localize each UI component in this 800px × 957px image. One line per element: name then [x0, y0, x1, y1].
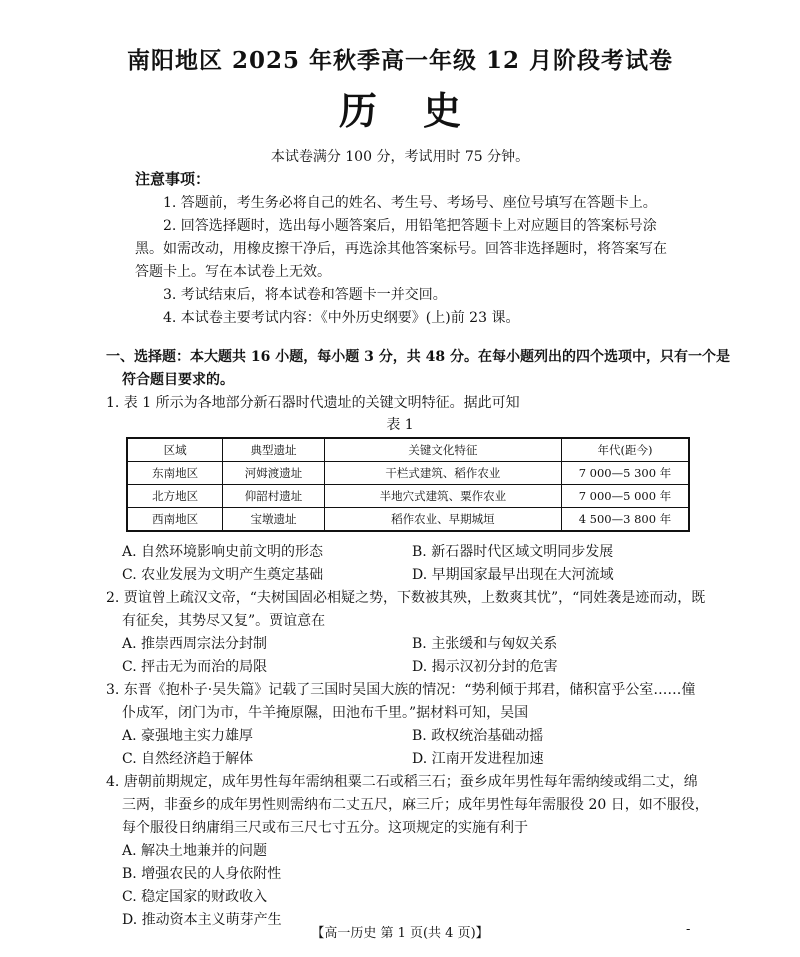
section-heading: 一、选择题：本大题共 16 小题，每小题 3 分，共 48 分。在每小题列出的四个选项中，只有一个是 [106, 349, 730, 365]
q1-option-a: A. 自然环境影响史前文明的形态 [122, 544, 324, 560]
table-cell: 西南地区 [127, 508, 223, 532]
q2-option-d: D. 揭示汉初分封的危害 [412, 659, 558, 675]
exam-meta: 本试卷满分 100 分，考试用时 75 分钟。 [270, 149, 530, 165]
question-4-stem: 4. 唐朝前期规定，成年男性每年需纳租粟二石或稻三石；蚕乡成年男性每年需纳绫或绢二丈，绵 [106, 774, 698, 790]
table-header: 年代(距今) [561, 438, 689, 462]
notice-line: 1. 答题前，考生务必将自己的姓名、考生号、考场号、座位号填写在答题卡上。 [163, 195, 657, 211]
page-footer: 【高一历史 第 1 页(共 4 页)】 [311, 926, 489, 941]
footer-mark: - [686, 922, 691, 937]
table-header: 关键文化特征 [324, 438, 561, 462]
table-cell: 宝墩遗址 [223, 508, 325, 532]
q4-option-d: D. 推动资本主义萌芽产生 [122, 912, 282, 928]
question-3-stem-cont: 仆成军，闭门为市，牛羊掩原隰，田池布千里。”据材料可知，吴国 [122, 705, 529, 721]
q2-option-a: A. 推崇西周宗法分封制 [122, 636, 268, 652]
question-3-stem: 3. 东晋《抱朴子·吴失篇》记载了三国时吴国大族的情况：“势利倾于邦君，储积富乎公室……僮 [106, 682, 696, 698]
table-cell: 北方地区 [127, 485, 223, 508]
exam-title: 南阳地区 2025 年秋季高一年级 12 月阶段考试卷 [126, 47, 674, 74]
notice-line: 4. 本试卷主要考试内容：《中外历史纲要》(上)前 23 课。 [163, 310, 520, 326]
section-heading-cont: 符合题目要求的。 [122, 372, 234, 388]
notice-line: 3. 考试结束后，将本试卷和答题卡一并交回。 [163, 287, 447, 303]
table-caption: 表 1 [386, 417, 414, 433]
q1-option-c: C. 农业发展为文明产生奠定基础 [122, 567, 324, 583]
table-cell: 干栏式建筑、稻作农业 [324, 462, 561, 485]
table-cell: 7 000—5 000 年 [561, 485, 689, 508]
notice-line: 黑。如需改动，用橡皮擦干净后，再选涂其他答案标号。回答非选择题时，将答案写在 [135, 241, 667, 257]
q2-option-c: C. 抨击无为而治的局限 [122, 659, 268, 675]
question-2-stem: 2. 贾谊曾上疏汉文帝，“夫树国固必相疑之势，下数被其殃，上数爽其忧”，“同姓袭是迹而动，既 [106, 590, 706, 606]
notice-line: 2. 回答选择题时，选出每小题答案后，用铅笔把答题卡上对应题目的答案标号涂 [163, 218, 657, 234]
table-row [127, 462, 689, 485]
table-header: 典型遗址 [223, 438, 325, 462]
site-table [126, 437, 690, 532]
table-cell: 7 000—5 300 年 [561, 462, 689, 485]
subject-title: 历史 [338, 88, 507, 133]
q4-option-a: A. 解决土地兼并的问题 [122, 843, 268, 859]
notice-line: 答题卡上。写在本试卷上无效。 [135, 264, 331, 280]
q3-option-c: C. 自然经济趋于解体 [122, 751, 254, 767]
q4-option-b: B. 增强农民的人身依附性 [122, 866, 282, 882]
q1-option-d: D. 早期国家最早出现在大河流域 [412, 567, 614, 583]
table-header-row [127, 438, 689, 462]
table-cell: 河姆渡遗址 [223, 462, 325, 485]
q3-option-d: D. 江南开发进程加速 [412, 751, 544, 767]
notice-heading: 注意事项： [135, 170, 211, 188]
table-cell: 仰韶村遗址 [223, 485, 325, 508]
table-cell: 半地穴式建筑、粟作农业 [324, 485, 561, 508]
table-row [127, 508, 689, 532]
q4-option-c: C. 稳定国家的财政收入 [122, 889, 268, 905]
question-1-stem: 1. 表 1 所示为各地部分新石器时代遗址的关键文明特征。据此可知 [106, 395, 520, 411]
q3-option-b: B. 政权统治基础动摇 [412, 728, 544, 744]
q3-option-a: A. 豪强地主实力雄厚 [122, 728, 254, 744]
table-row [127, 485, 689, 508]
table-cell: 东南地区 [127, 462, 223, 485]
table-header: 区域 [127, 438, 223, 462]
table-cell: 4 500—3 800 年 [561, 508, 689, 532]
question-4-stem-cont: 每个服役日纳庸绢三尺或布三尺七寸五分。这项规定的实施有利于 [122, 820, 528, 836]
question-4-stem-cont: 三两，非蚕乡的成年男性则需纳布二丈五尺，麻三斤；成年男性每年需服役 20 日，如不服役， [122, 797, 709, 813]
table-cell: 稻作农业、早期城垣 [324, 508, 561, 532]
q1-option-b: B. 新石器时代区域文明同步发展 [412, 544, 614, 560]
question-2-stem-cont: 有征矣，其势尽又复”。贾谊意在 [122, 613, 326, 629]
q2-option-b: B. 主张缓和与匈奴关系 [412, 636, 558, 652]
